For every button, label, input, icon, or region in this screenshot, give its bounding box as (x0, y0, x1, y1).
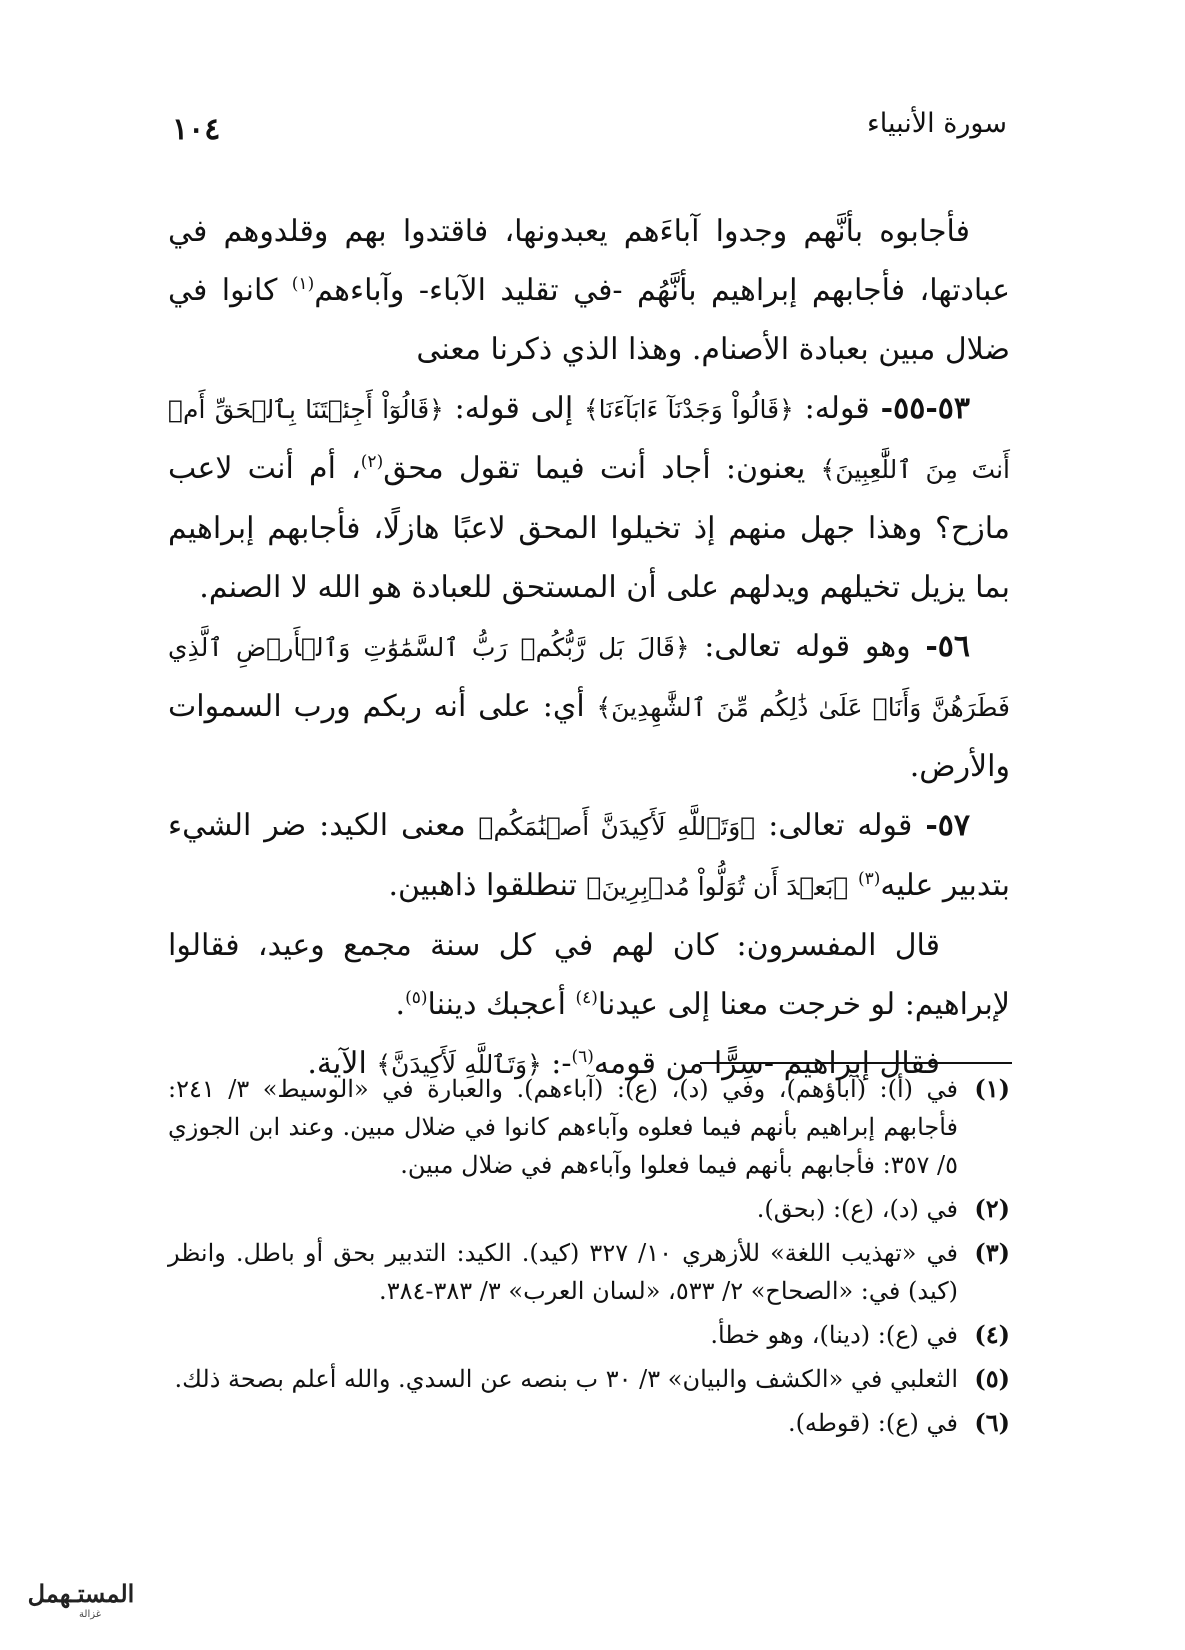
paragraph-verse-57 (168, 796, 1010, 916)
verse-number: ٥٦- (925, 629, 970, 664)
text-run: -: (541, 1046, 572, 1081)
footnote-ref: (١) (291, 274, 315, 294)
footnote-ref: (٣) (857, 869, 881, 889)
footnotes (168, 1070, 1010, 1448)
footnote-number: (١) (974, 1074, 1010, 1103)
text-run: فقال إبراهيم -سِرًّا من قومه (593, 1046, 940, 1081)
text-run: . (395, 987, 406, 1022)
quran-quote: ﴿قَالُواْ وَجَدْنَآ ءَابَآءَنَا﴾ (584, 395, 794, 424)
quran-quote: ﴿قَالُوٓاْ أَجِئۡتَنَا بِٱلۡحَقِّ أَمۡ أَنتَ مِنَ ٱللَّٰعِبِينَ﴾ (168, 395, 1010, 484)
text-run: كانوا في ضلال مبين بعبادة الأصنام. وهذا الذي ذكرنا معنى (168, 273, 1010, 367)
publisher-logo (28, 1572, 134, 1620)
verse-number: ٥٣-٥٥- (880, 391, 971, 426)
footnote-ref: (٦) (571, 1047, 594, 1067)
quran-quote: ﴿وَتَٱللَّهِ لَأَكِيدَنَّ أَصۡنَٰمَكُم﴾ (478, 812, 756, 841)
footnote (168, 1190, 1010, 1228)
text-run: قوله: (793, 391, 881, 426)
text-run: قال المفسرون: كان لهم في كل سنة مجمع وعيد، فقالوا لإبراهيم: لو خرجت معنا إلى عيدنا (168, 928, 1010, 1022)
footnote-text: الثعلبي في «الكشف والبيان» ٣/ ٣٠ ب بنصه عن السدي. والله أعلم بصحة ذلك. (174, 1365, 958, 1393)
quran-quote: ﴿بَعۡدَ أَن تُوَلُّواْ مُدۡبِرِينَ﴾ (586, 872, 849, 901)
text-run: أي: على أنه ربكم ورب السموات والأرض. (168, 689, 1010, 784)
paragraph-1 (168, 202, 1010, 379)
logo-text: المستـهمل (28, 1579, 134, 1608)
text-run: أعجبك ديننا (427, 987, 576, 1022)
footnote-text: في «تهذيب اللغة» للأزهري ١٠/ ٣٢٧ (كيد). الكيد: التدبير بحق أو باطل. وانظر (كيد) في: «الصحاح» ٢/ ٥٣٣، «لسان العرب» ٣/ ٣٨٣-٣٨٤. (168, 1239, 958, 1305)
footnote-text: في (أ): (آباؤهم)، وفي (د)، (ع): (آباءهم). والعبارة في «الوسيط» ٣/ ٢٤١: فأجابهم إبراهيم بأنهم فيما فعلوه وآباءهم كانوا في ضلال مبين. وعند ابن الجوزي ٥/ ٣٥٧: فأجابهم بأنهم فيما فعلوا وآباءهم في ضلال مبين. (168, 1075, 959, 1179)
text-run: إلى قوله: (443, 391, 585, 426)
footnote-number: (٢) (974, 1194, 1010, 1223)
quran-quote: ﴿قَالَ بَل رَّبُّكُمۡ رَبُّ ٱلسَّمَٰوَٰتِ وَٱلۡأَرۡضِ ٱلَّذِي فَطَرَهُنَّ وَأَنَا۠ عَلَىٰ ذَٰلِكُم مِّنَ ٱلشَّٰهِدِينَ﴾ (168, 633, 1010, 722)
logo-subtext: غزالة (79, 1609, 101, 1620)
footnote-text: في (ع): (قوطه). (787, 1409, 958, 1437)
quran-quote: ﴿وَتَٱللَّهِ لَأَكِيدَنَّ﴾ (376, 1050, 542, 1079)
page-header (172, 108, 1007, 158)
verse-number: ٥٧- (925, 808, 970, 843)
footnote-number: (٤) (974, 1320, 1010, 1349)
footnote-number: (٦) (974, 1408, 1010, 1437)
text-run: معنى الكيد: ضر الشيء بتدبير عليه (168, 808, 1010, 903)
footnote-number: (٥) (974, 1364, 1010, 1393)
page-number: ١٠٤ (172, 112, 221, 147)
footnote (168, 1404, 1010, 1442)
footnote-ref: (٢) (360, 452, 384, 472)
footnote (168, 1316, 1010, 1354)
paragraph-commentators (168, 916, 1010, 1034)
footnote-text: في (ع): (دينا)، وهو خطأ. (710, 1321, 958, 1349)
footnote (168, 1234, 1010, 1310)
footnote-number: (٣) (974, 1238, 1010, 1267)
text-run: يعنون: أجاد أنت فيما تقول محق (383, 451, 821, 486)
text-run: تنطلقوا ذاهبين. (388, 868, 587, 903)
main-text (168, 202, 1010, 1094)
footnote (168, 1360, 1010, 1398)
footnote (168, 1070, 1010, 1184)
footnote-ref: (٤) (575, 988, 598, 1008)
text-run: فأجابوه بأنَّهم وجدوا آباءَهم يعبدونها، فاقتدوا بهم وقلدوهم في عبادتها، فأجابهم إبراهيم بأنَّهُم -في تقليد الآباء- وآباءهم (168, 214, 1011, 308)
chapter-title: سورة الأنبياء (867, 108, 1007, 139)
paragraph-verses-53-55 (168, 379, 1010, 617)
footnote-divider (700, 1062, 1012, 1064)
text-run: قوله تعالى: (755, 808, 926, 843)
footnote-ref: (٥) (405, 988, 428, 1008)
text-run: الآية. (307, 1046, 377, 1081)
text-run: ، أم أنت لاعب مازح؟ وهذا جهل منهم إذ تخيلوا المحق لاعبًا هازلًا، فأجابهم إبراهيم بما يزيل تخيلهم ويدلهم على أن المستحق للعبادة هو الله لا الصنم. (168, 451, 1010, 605)
text-run: وهو قوله تعالى: (689, 629, 926, 664)
footnote-text: في (د)، (ع): (بحق). (756, 1195, 958, 1223)
paragraph-verse-56 (168, 617, 1010, 796)
